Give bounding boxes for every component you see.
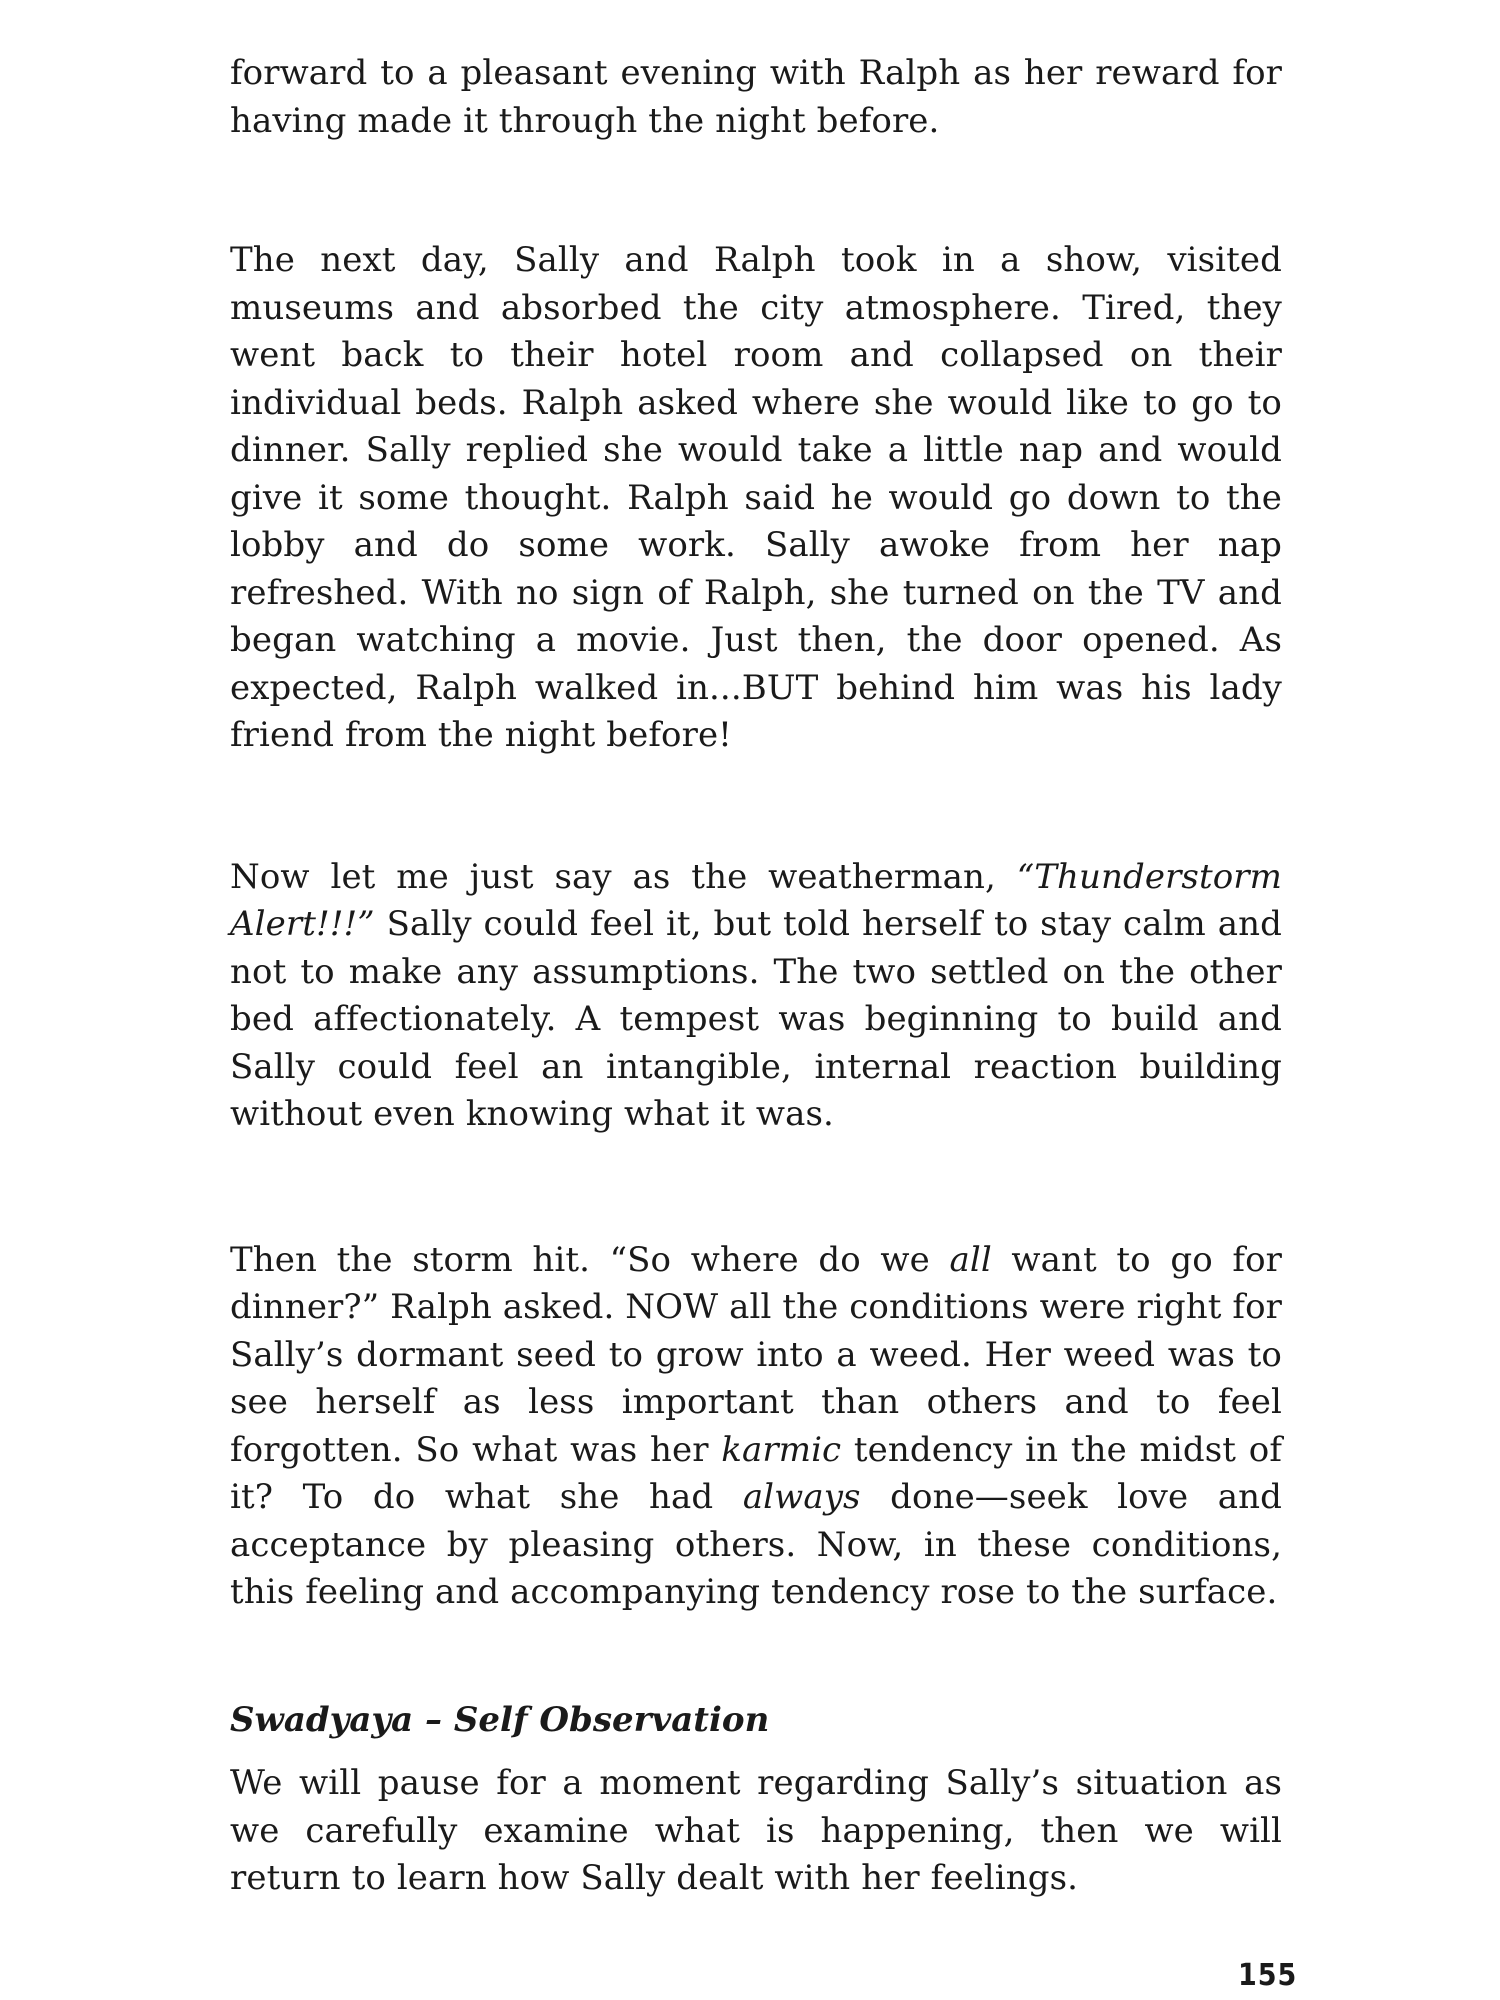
paragraph-5: We will pause for a moment regarding Sally’s situation as we carefully examine what is happening, then we will return to learn how Sally dealt with her feelings. [230,1763,1282,1898]
paragraph-4-c: want to go for dinner?” Ralph asked. NOW all the conditions were right for Sally’s dormant seed to grow into a weed. Her weed was to see herself as less important than others and to feel forgotten. So what was her [230,1239,1282,1470]
emphasis-always: always [742,1477,861,1517]
paragraph-3 [230,854,1282,1139]
paragraph-4 [230,1237,1282,1617]
thunderstorm-quote: “Thunderstorm Alert!!!” [230,856,1282,944]
paragraph-2: The next day, Sally and Ralph took in a show, visited museums and absorbed the city atmosphere. Tired, they went back to their hotel room and collapsed on their individual beds. Ralph asked where she would like to go to dinner. Sally replied she would take a little nap and would give it some thought. Ralph said he would go down to the lobby and do some work. Sally awoke from her nap refreshed. With no sign of Ralph, she turned on the TV and began watching a movie. Just then, the door opened. As expected, Ralph walked in...BUT behind him was his lady friend from the night before! [230,240,1282,755]
paragraph-4-a: Then the storm hit. “So where do we [230,1239,950,1280]
paragraph-3-rest: Sally could feel it, but told herself to stay calm and not to make any assumptions. The two settled on the other bed affectionately. A tempest was beginning to build and Sally could feel an intangible, internal reaction building without even knowing what it was. [230,904,1282,1134]
paragraph-4-g: done—seek love and acceptance by pleasing others. Now, in these conditions, this feeling and accompanying tendency rose to the surface. [230,1477,1282,1612]
paragraph-4-e: tendency in the midst of it? To do what she had [230,1429,1282,1517]
page-number: 155 [1238,1958,1298,1993]
paragraph-3-lead: Now let me just say as the weatherman, [230,856,1017,897]
paragraph-1: forward to a pleasant evening with Ralph as her reward for having made it through the night before. [230,53,1282,141]
section-heading: Swadyaya – Self Observation [230,1699,770,1740]
emphasis-all: all [949,1239,992,1280]
page-body [230,50,1282,1903]
emphasis-karmic: karmic [721,1429,842,1470]
